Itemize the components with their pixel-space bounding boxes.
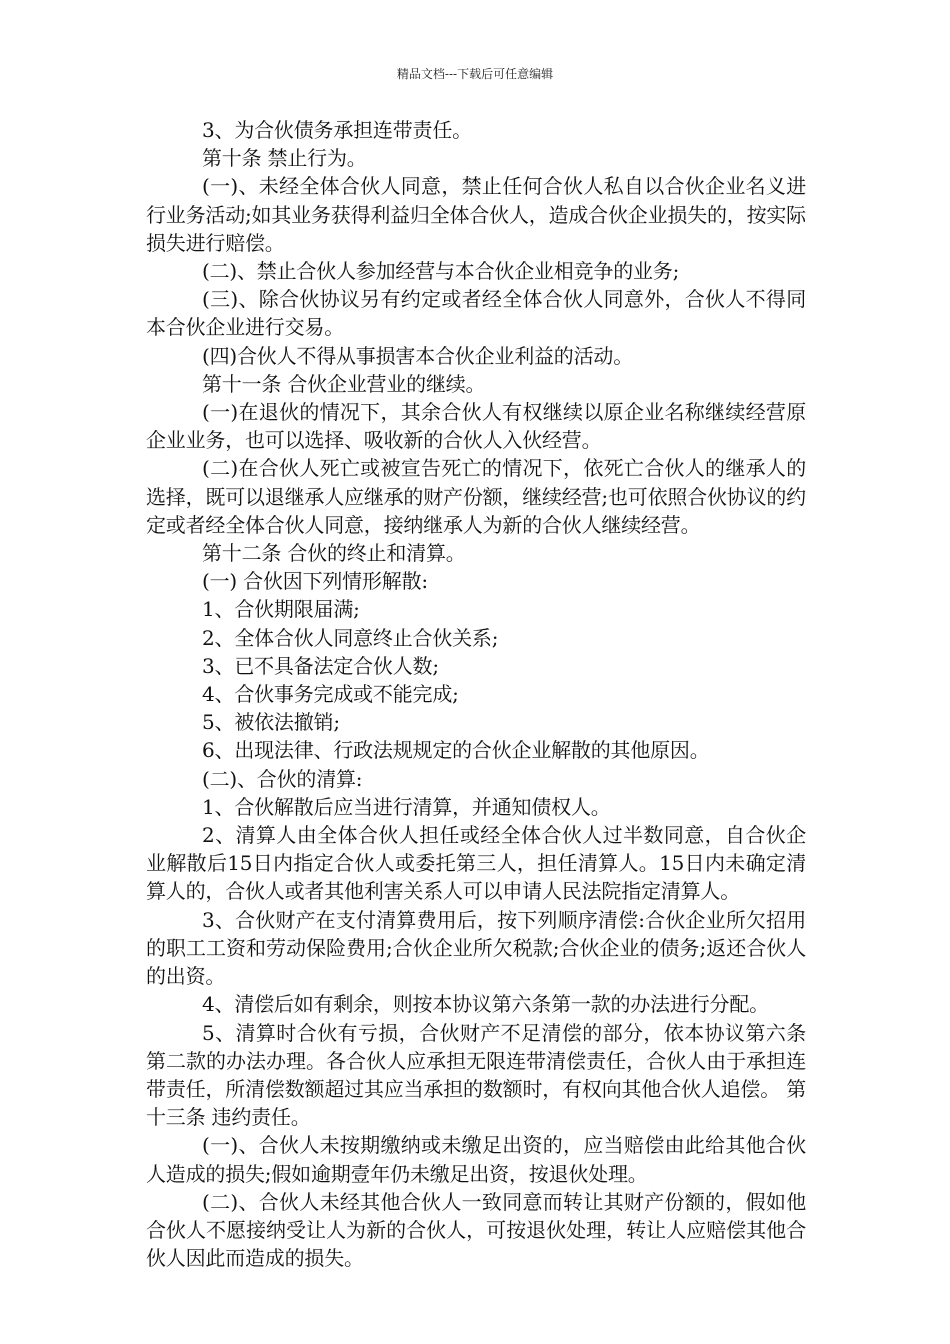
- section-heading: 第十一条 合伙企业营业的继续。: [202, 371, 486, 396]
- list-item: 3、已不具备法定合伙人数;: [202, 653, 439, 678]
- paragraph: (一)、未经全体合伙人同意，禁止任何合伙人私自以合伙企业名义进行业务活动;如其业务获得利益归全体合伙人，造成合伙企业损失的，按实际损失进行赔偿。: [146, 174, 806, 255]
- list-item: 2、清算人由全体合伙人担任或经全体合伙人过半数同意，自合伙企业解散后15日内指定合伙人或委托第三人，担任清算人。15日内未确定清算人的，合伙人或者其他利害关系人可以申请人民法院指定清算人。: [146, 823, 806, 904]
- paragraph: (二)在合伙人死亡或被宣告死亡的情况下，依死亡合伙人的继承人的选择，既可以退继承人应继承的财产份额，继续经营;也可依照合伙协议的约定或者经全体合伙人同意，接纳继承人为新的合伙人继续经营。: [146, 456, 806, 537]
- paragraph: (二)、禁止合伙人参加经营与本合伙企业相竞争的业务;: [202, 259, 680, 284]
- section-heading: 第十条 禁止行为。: [202, 146, 367, 171]
- list-item: 1、合伙期限届满;: [202, 597, 360, 622]
- list-item: 5、清算时合伙有亏损，合伙财产不足清偿的部分，依本协议第六条第二款的办法办理。各合伙人应承担无限连带清偿责任，合伙人由于承担连带责任，所清偿数额超过其应当承担的数额时，有权向其他合伙人追偿。 第十三条 违约责任。: [146, 1020, 806, 1130]
- paragraph: (二)、合伙人未经其他合伙人一致同意而转让其财产份额的，假如他合伙人不愿接纳受让人为新的合伙人，可按退伙处理，转让人应赔偿其他合伙人因此而造成的损失。: [146, 1189, 806, 1271]
- list-item: 4、合伙事务完成或不能完成;: [202, 682, 459, 707]
- list-item: 5、被依法撤销;: [202, 710, 340, 735]
- list-item: 3、合伙财产在支付清算费用后，按下列顺序清偿:合伙企业所欠招用的职工工资和劳动保险费用;合伙企业所欠税款;合伙企业的债务;返还合伙人的出资。: [146, 907, 806, 989]
- paragraph: (三)、除合伙协议另有约定或者经全体合伙人同意外，合伙人不得同本合伙企业进行交易。: [146, 287, 806, 340]
- paragraph: (二)、合伙的清算:: [202, 766, 363, 791]
- paragraph: (四)合伙人不得从事损害本合伙企业利益的活动。: [202, 343, 634, 368]
- section-heading: 第十二条 合伙的终止和清算。: [202, 541, 466, 566]
- list-item: 4、清偿后如有剩余，则按本协议第六条第一款的办法进行分配。: [202, 992, 769, 1017]
- document-body: [146, 116, 806, 1272]
- paragraph: 3、为合伙债务承担连带责任。: [202, 118, 472, 142]
- list-item: 6、出现法律、行政法规规定的合伙企业解散的其他原因。: [202, 738, 710, 763]
- list-item: 2、全体合伙人同意终止合伙关系;: [202, 625, 499, 650]
- paragraph: (一) 合伙因下列情形解散:: [202, 569, 428, 594]
- paragraph: (一)在退伙的情况下，其余合伙人有权继续以原企业名称继续经营原企业业务，也可以选择、吸收新的合伙人入伙经营。: [146, 400, 806, 453]
- list-item: 1、合伙解散后应当进行清算，并通知债权人。: [202, 794, 611, 819]
- paragraph: (一)、合伙人未按期缴纳或未缴足出资的，应当赔偿由此给其他合伙人造成的损失;假如逾期壹年仍未缴足出资，按退伙处理。: [146, 1133, 806, 1186]
- page-header: 精品文档---下载后可任意编辑: [396, 67, 554, 81]
